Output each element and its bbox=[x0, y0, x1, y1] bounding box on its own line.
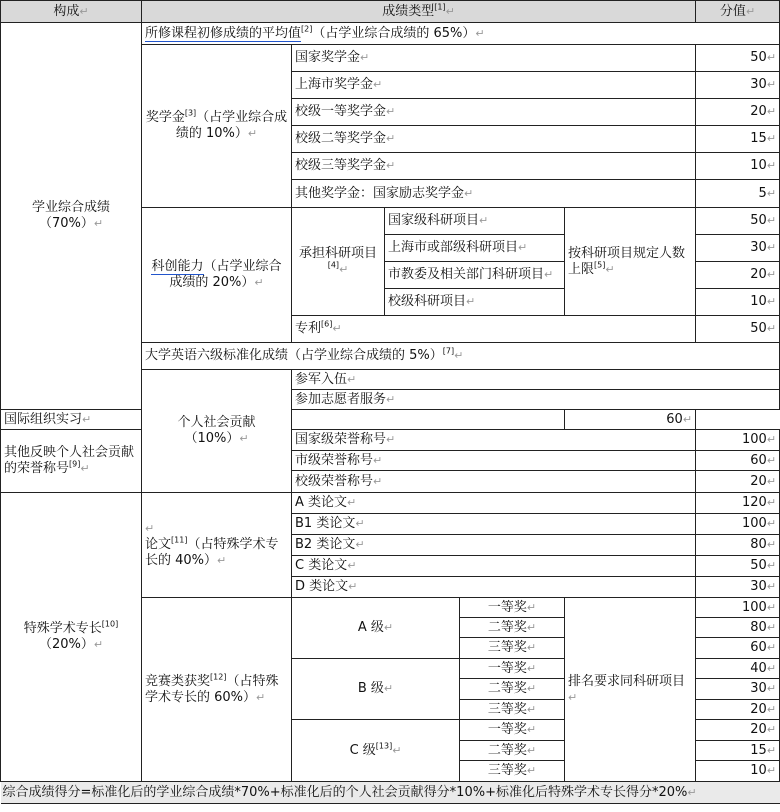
scholarship-item: 上海市奖学金↵ bbox=[292, 72, 696, 99]
level-c: C 级[13]↵ bbox=[292, 720, 460, 782]
project-score: 20↵ bbox=[696, 262, 780, 289]
project-item: 市教委及相关部门科研项目↵ bbox=[385, 262, 565, 289]
project-label: 承担科研项目[4]↵ bbox=[292, 208, 385, 316]
prize-item: 三等奖↵ bbox=[460, 638, 565, 659]
prize-score: 20↵ bbox=[696, 700, 780, 720]
honor-item: 国家级荣誉称号↵ bbox=[292, 430, 696, 451]
competition-label: 竞赛类获奖[12]（占特殊学术专长的 60%）↵ bbox=[142, 598, 292, 782]
paper-label: ↵ 论文[11]（占特殊学术专长的 40%）↵ bbox=[142, 493, 292, 598]
social-item: 国际组织实习↵ bbox=[1, 410, 565, 430]
prize-item: 一等奖↵ bbox=[460, 720, 565, 741]
special-title: 特殊学术专长 bbox=[23, 621, 102, 636]
honor-label: 其他反映个人社会贡献的荣誉称号[9]↵ bbox=[1, 430, 142, 493]
scholarship-score: 10↵ bbox=[696, 153, 780, 180]
honor-item: 校级荣誉称号↵ bbox=[292, 471, 696, 493]
scholarship-item: 其他奖学金：国家励志奖学金↵ bbox=[292, 180, 696, 208]
paper-score: 80↵ bbox=[696, 535, 780, 556]
rank-rule: 排名要求同科研项目↵ bbox=[565, 598, 696, 782]
project-score: 50↵ bbox=[696, 208, 780, 235]
header-composition: 构成↵ bbox=[1, 1, 142, 23]
project-score: 30↵ bbox=[696, 235, 780, 262]
prize-score: 60↵ bbox=[696, 638, 780, 659]
social-item: 参加志愿者服务↵ bbox=[292, 390, 780, 410]
prize-item: 二等奖↵ bbox=[460, 741, 565, 761]
paper-item: D 类论文↵ bbox=[292, 577, 696, 598]
prize-score: 80↵ bbox=[696, 618, 780, 638]
prize-score: 20↵ bbox=[696, 720, 780, 741]
social-title: 个人社会贡献 bbox=[177, 415, 256, 430]
scholarship-label: 奖学金[3]（占学业综合成绩的 10%）↵ bbox=[142, 45, 292, 208]
scholarship-item: 校级二等奖学金↵ bbox=[292, 126, 696, 153]
header-score: 分值↵ bbox=[696, 1, 780, 23]
gpa-row: 所修课程初修成绩的平均值[2]（占学业综合成绩的 65%）↵ bbox=[142, 23, 780, 45]
level-b: B 级↵ bbox=[292, 659, 460, 720]
honor-score: 100↵ bbox=[696, 430, 780, 451]
paper-score: 50↵ bbox=[696, 556, 780, 577]
header-row bbox=[1, 1, 780, 23]
prize-item: 二等奖↵ bbox=[460, 618, 565, 638]
paper-score: 100↵ bbox=[696, 514, 780, 535]
patent-item: 专利[6]↵ bbox=[292, 316, 696, 343]
project-score: 10↵ bbox=[696, 289, 780, 316]
scholarship-score: 50↵ bbox=[696, 45, 780, 72]
paper-score: 30↵ bbox=[696, 577, 780, 598]
prize-item: 三等奖↵ bbox=[460, 700, 565, 720]
academic-title: 学业综合成绩 bbox=[31, 200, 110, 215]
innovation-label: 科创能力（占学业综合成绩的 20%）↵ bbox=[142, 208, 292, 343]
honor-item: 市级荣誉称号↵ bbox=[292, 451, 696, 471]
social-score: 60↵ bbox=[565, 410, 696, 430]
paper-item: C 类论文↵ bbox=[292, 556, 696, 577]
special-title-cell: 特殊学术专长[10] （20%）↵ bbox=[1, 493, 142, 782]
honor-score: 20↵ bbox=[696, 471, 780, 493]
scholarship-score: 15↵ bbox=[696, 126, 780, 153]
scholarship-score: 20↵ bbox=[696, 99, 780, 126]
honor-score: 60↵ bbox=[696, 451, 780, 471]
social-item: 参军入伍↵ bbox=[292, 370, 780, 390]
prize-item: 三等奖↵ bbox=[460, 761, 565, 782]
social-title-cell: 个人社会贡献 （10%）↵ bbox=[142, 370, 292, 493]
academic-title-cell: 学业综合成绩 （70%）↵ bbox=[1, 23, 142, 410]
scholarship-score: 5↵ bbox=[696, 180, 780, 208]
project-item: 校级科研项目↵ bbox=[385, 289, 565, 316]
project-rule: 按科研项目规定人数上限[5]↵ bbox=[565, 208, 696, 316]
prize-score: 10↵ bbox=[696, 761, 780, 782]
prize-item: 一等奖↵ bbox=[460, 598, 565, 618]
project-item: 上海市或部级科研项目↵ bbox=[385, 235, 565, 262]
prize-score: 40↵ bbox=[696, 659, 780, 679]
paper-item: B1 类论文↵ bbox=[292, 514, 696, 535]
cet6-row: 大学英语六级标准化成绩（占学业综合成绩的 5%）[7]↵ bbox=[142, 343, 780, 370]
prize-score: 15↵ bbox=[696, 741, 780, 761]
prize-score: 30↵ bbox=[696, 679, 780, 700]
scholarship-item: 校级一等奖学金↵ bbox=[292, 99, 696, 126]
patent-score: 50↵ bbox=[696, 316, 780, 343]
scholarship-score: 30↵ bbox=[696, 72, 780, 99]
level-a: A 级↵ bbox=[292, 598, 460, 659]
paper-item: B2 类论文↵ bbox=[292, 535, 696, 556]
paper-score: 120↵ bbox=[696, 493, 780, 514]
prize-item: 一等奖↵ bbox=[460, 659, 565, 679]
prize-item: 二等奖↵ bbox=[460, 679, 565, 700]
scholarship-item: 国家奖学金↵ bbox=[292, 45, 696, 72]
project-item: 国家级科研项目↵ bbox=[385, 208, 565, 235]
formula-footer: 综合成绩得分=标准化后的学业综合成绩*70%+标准化后的个人社会贡献得分*10%+标准化后特殊学术专长得分*20%↵ bbox=[1, 782, 780, 804]
prize-score: 100↵ bbox=[696, 598, 780, 618]
scholarship-item: 校级三等奖学金↵ bbox=[292, 153, 696, 180]
paper-item: A 类论文↵ bbox=[292, 493, 696, 514]
header-score-type: 成绩类型[1]↵ bbox=[142, 1, 696, 23]
